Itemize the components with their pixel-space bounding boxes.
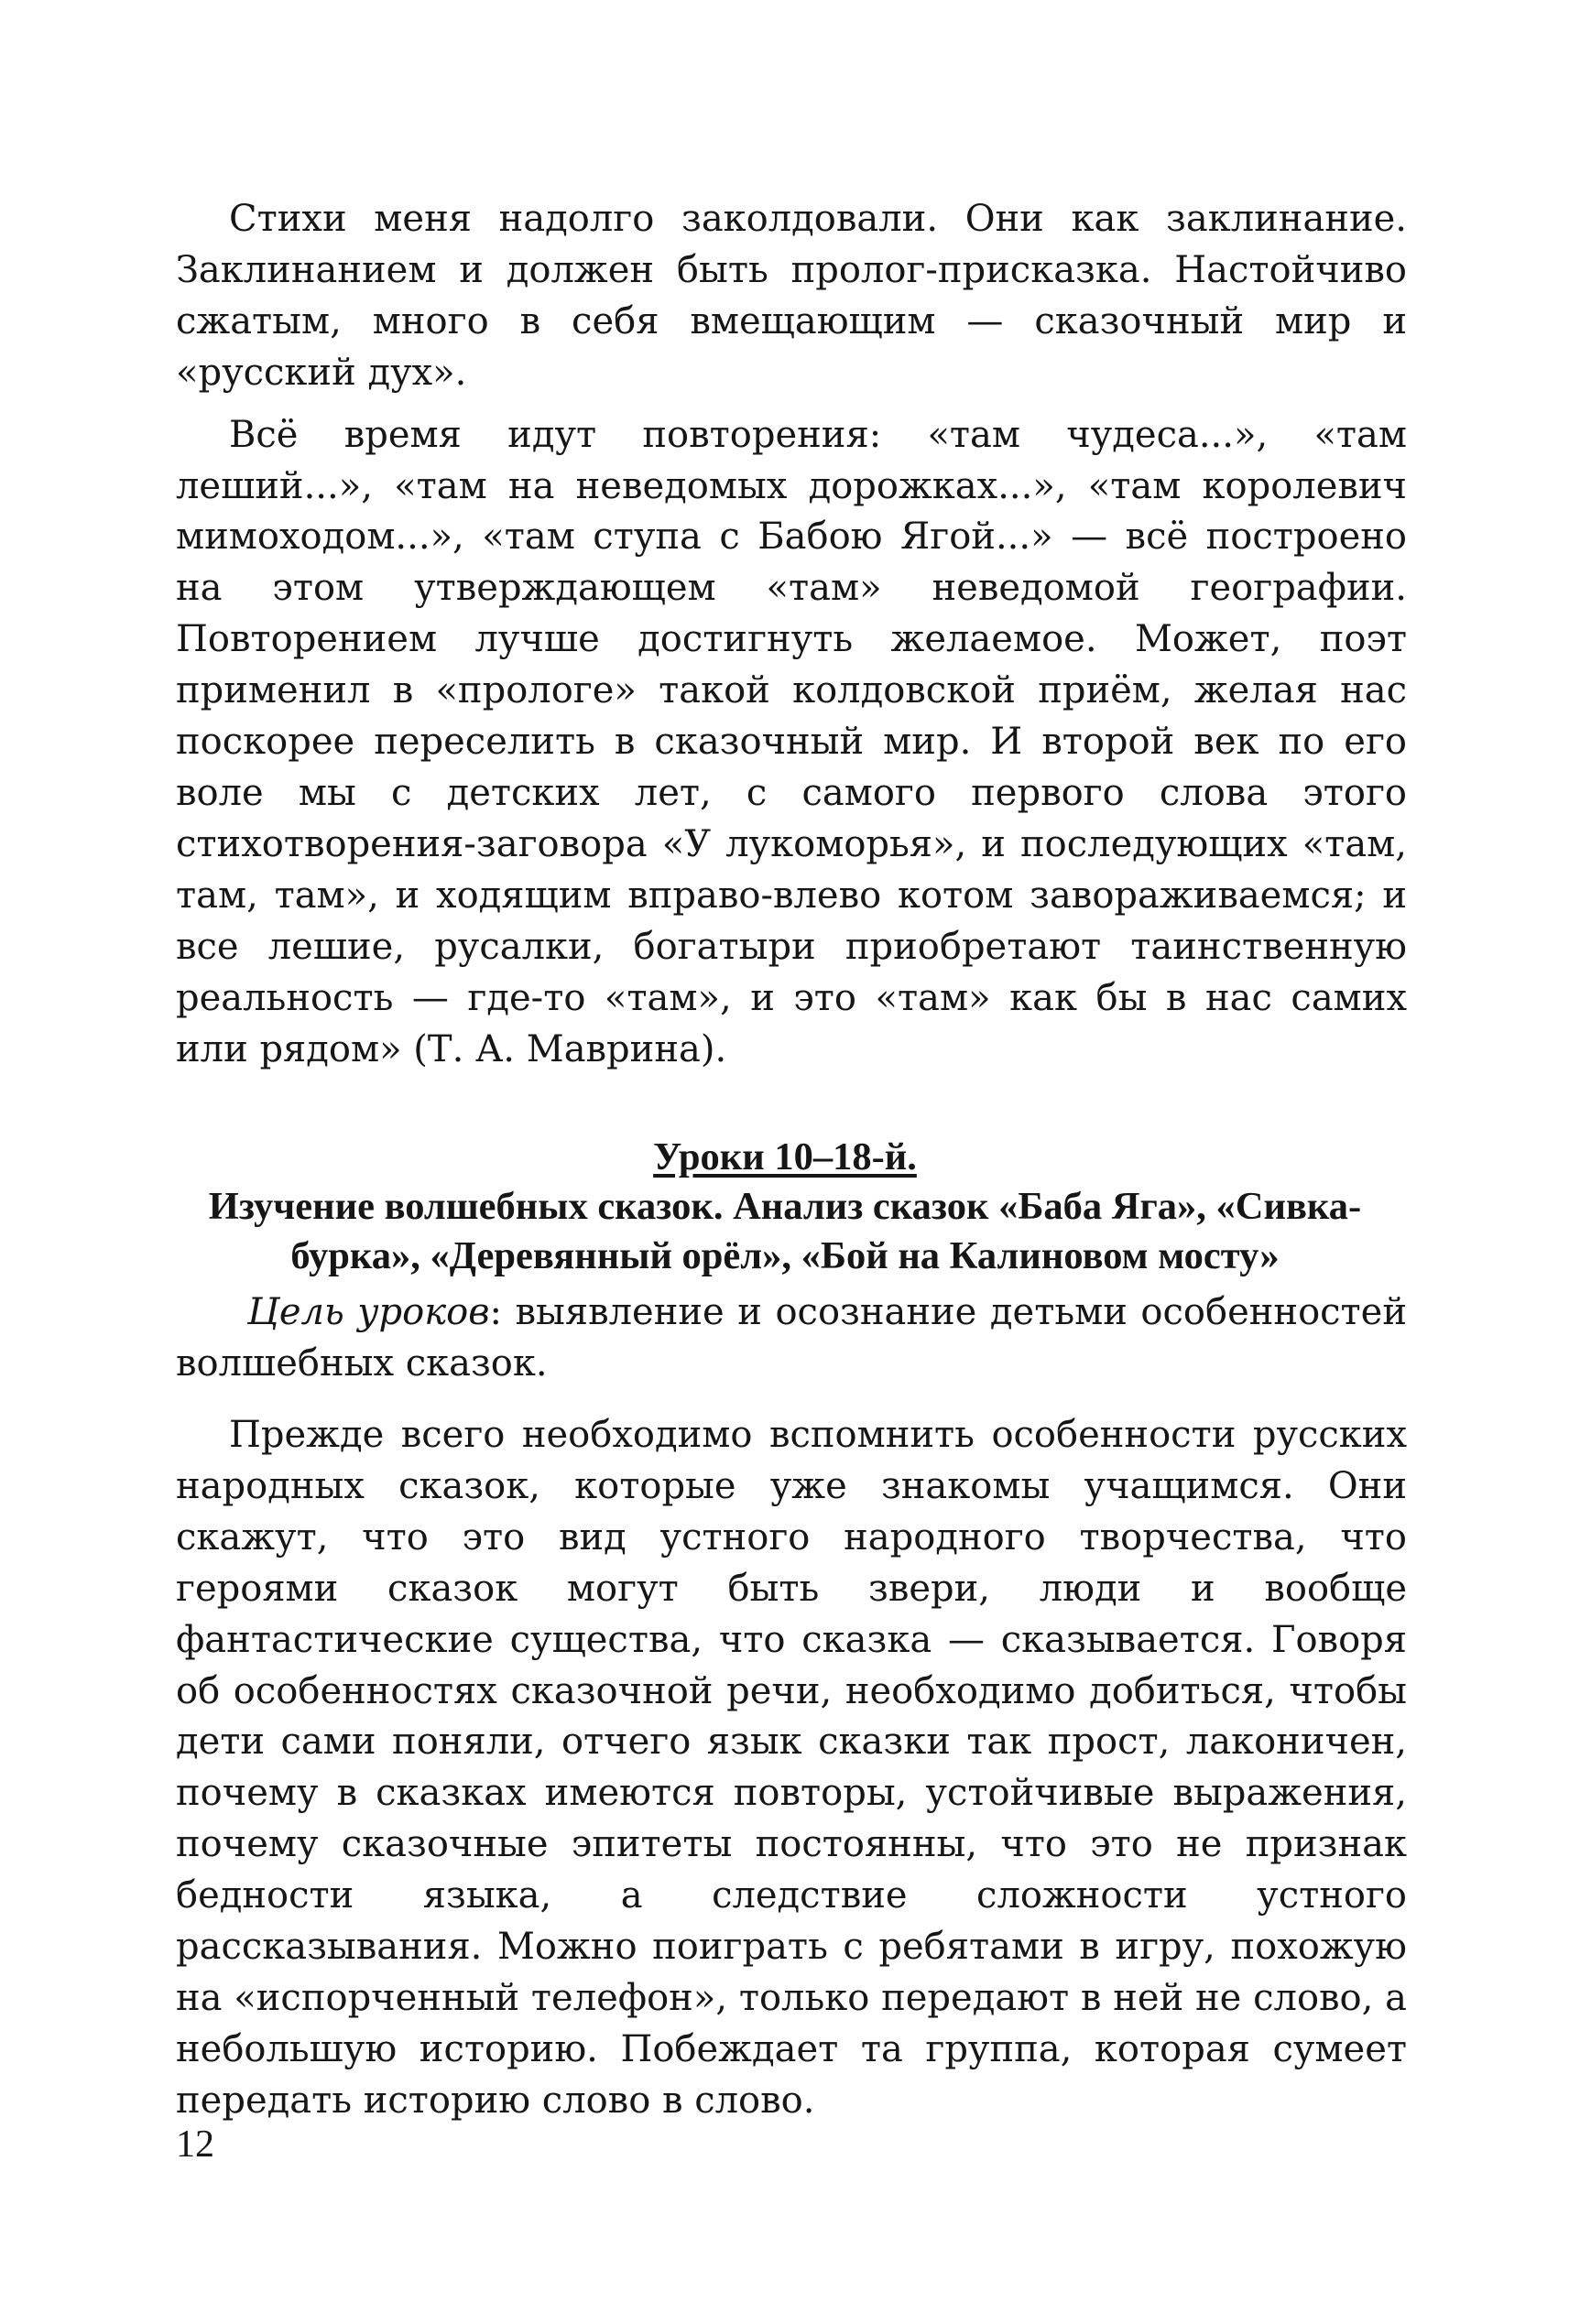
lesson-heading bbox=[158, 1133, 1412, 1281]
lesson-title: Изучение волшебных сказок. Анализ сказок «Баба Яга», «Сивка-бурка», «Деревянный орёл», «Бой на Калиновом мосту» bbox=[208, 1185, 1362, 1277]
goal-label: Цель уроков bbox=[247, 1291, 490, 1333]
paragraph-repetitions: Всё время идут повторения: «там чудеса...», «там леший...», «там на неведомых дорожках...», «там королевич мимоходом...», «там ступа с Бабою Ягой...» — всё построено на этом утверждающем «там» неведомой географии. Повторением лучше достигнуть желаемое. Может, поэт применил в «прологе» такой колдовской приём, желая нас поскорее переселить в сказочный мир. И второй век по его воле мы с детских лет, с самого первого слова этого стихотворения-заговора «У лукоморья», и последующих «там, там, там», и ходящим вправо-влево котом завораживаемся; и все лешие, русалки, богатыри приобретают таинственную реальность — где-то «там», и это «там» как бы в нас самих или рядом» (Т. А. Маврина). bbox=[176, 413, 1407, 1070]
page-number: 12 bbox=[176, 2123, 214, 2166]
intro-text bbox=[176, 194, 1407, 1075]
lesson-number: Уроки 10–18-й. bbox=[653, 1135, 917, 1178]
lesson-goal bbox=[176, 1287, 1407, 1390]
goal-text: : выявление и осознание детьми особенностей волшебных сказок. bbox=[176, 1291, 1408, 1385]
main-text bbox=[176, 1410, 1407, 2127]
paragraph-fairy-tale-features: Прежде всего необходимо вспомнить особенности русских народных сказок, которые уже знакомы учащимся. Они скажут, что это вид устного народного творчества, что героями сказок могут быть звери, люди и вообще фантастические существа, что сказка — сказывается. Говоря об особенностях сказочной речи, необходимо добиться, чтобы дети сами поняли, отчего язык сказки так прост, лаконичен, почему в сказках имеются повторы, устойчивые выражения, почему сказочные эпитеты постоянны, что это не признак бедности языка, а следствие сложности устного рассказывания. Можно поиграть с ребятами в игру, похожую на «испорченный телефон», только передают в ней не слово, а небольшую историю. Побеждает та группа, которая сумеет передать историю слово в слово. bbox=[176, 1414, 1407, 2122]
goal-paragraph bbox=[176, 1287, 1407, 1390]
paragraph-spells: Стихи меня надолго заколдовали. Они как заклинание. Заклинанием и должен быть пролог-присказка. Настойчиво сжатым, много в себя вмещающим — сказочный мир и «русский дух». bbox=[176, 198, 1407, 394]
